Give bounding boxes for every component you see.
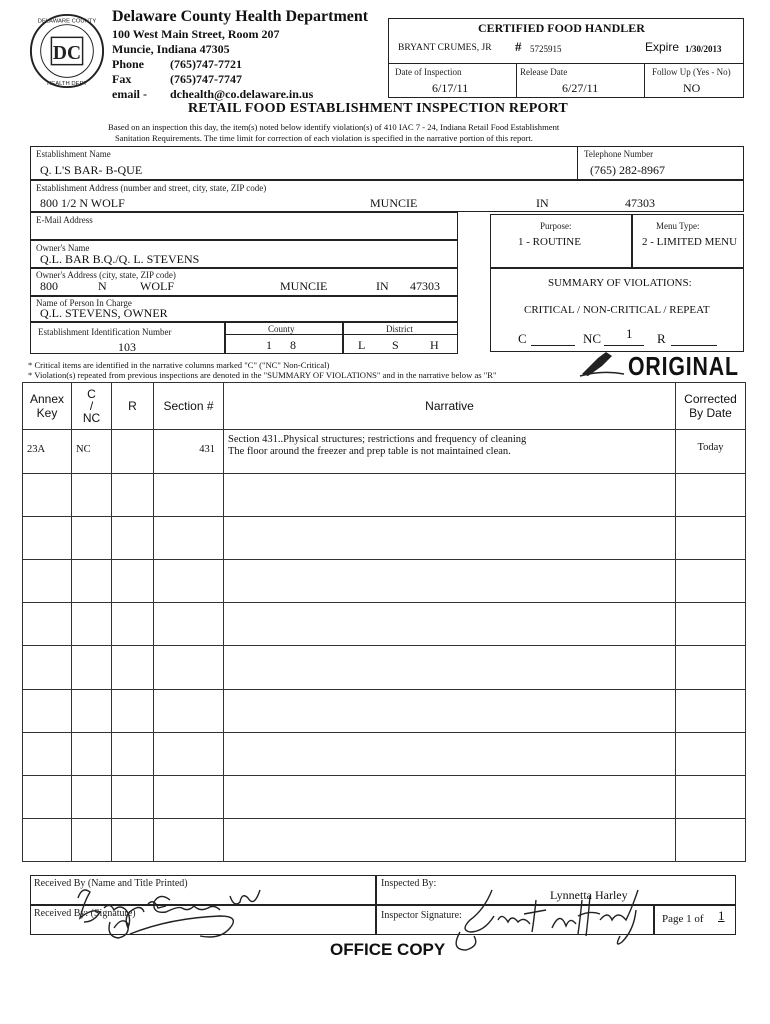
- establishment-phone: (765) 282-8967: [590, 163, 665, 177]
- establishment-address-label: Establishment Address (number and street, city, state, ZIP code): [36, 183, 267, 193]
- report-title: RETAIL FOOD ESTABLISHMENT INSPECTION REPORT: [188, 101, 568, 116]
- establishment-name-label: Establishment Name: [36, 149, 111, 159]
- department-email: dchealth@co.delaware.in.us: [170, 87, 314, 101]
- c-nc-header: C / NC: [72, 383, 112, 430]
- page-total: 1: [718, 908, 725, 923]
- certified-number: 5725915: [530, 44, 562, 54]
- release-date-label: Release Date: [520, 67, 568, 77]
- email-label: email -: [112, 87, 147, 101]
- department-fax: (765)747-7747: [170, 72, 242, 86]
- note-critical: * Critical items are identified in the narrative columns marked "C" ("NC" Non-Critical): [28, 360, 330, 370]
- establishment-name: Q. L'S BAR- B-QUE: [40, 163, 143, 177]
- table-row: [23, 646, 746, 689]
- inspector-name: Lynnetta Harley: [550, 888, 628, 902]
- summary-critical-label: C: [518, 331, 527, 346]
- establishment-state: IN: [536, 196, 549, 210]
- department-name: Delaware County Health Department: [112, 8, 369, 25]
- table-row: [23, 474, 746, 517]
- identification-number: 103: [118, 340, 136, 354]
- owner-address-direction: N: [98, 279, 107, 293]
- county-label: County: [268, 324, 295, 334]
- menu-type-label: Menu Type:: [656, 221, 700, 231]
- annex-key-header: Annex Key: [23, 383, 72, 430]
- svg-text:HEALTH DEPT: HEALTH DEPT: [47, 81, 87, 88]
- svg-text:DC: DC: [52, 42, 82, 64]
- department-address: 100 West Main Street, Room 207: [112, 27, 280, 41]
- owner-address-state: IN: [376, 279, 389, 293]
- table-row: [23, 517, 746, 560]
- inspection-date-label: Date of Inspection: [395, 67, 462, 77]
- received-name-label: Received By (Name and Title Printed): [34, 878, 188, 889]
- menu-type-value: 2 - LIMITED MENU: [642, 236, 738, 248]
- inspector-signature-label: Inspector Signature:: [381, 910, 462, 921]
- department-phone: (765)747-7721: [170, 57, 242, 71]
- note-repeat: * Violation(s) repeated from previous inspections are denoted in the "SUMMARY OF VIOLATIONS" and in the narrative below as "R": [28, 370, 497, 380]
- email-box: [30, 212, 458, 240]
- report-intro-line-1: Based on an inspection this day, the item(s) noted below identify violation(s) of 410 IAC 7 - 24, Indiana Retail Food Establishment: [108, 122, 560, 132]
- c-nc-cell: NC: [72, 430, 112, 474]
- person-in-charge-label: Name of Person In Charge: [36, 298, 132, 308]
- district-label: District: [386, 324, 413, 334]
- inspection-date: 6/17/11: [432, 81, 469, 95]
- department-city: Muncie, Indiana 47305: [112, 42, 230, 56]
- section-cell: 431: [154, 430, 224, 474]
- person-in-charge: Q.L. STEVENS, OWNER: [40, 306, 168, 320]
- purpose-label: Purpose:: [540, 221, 572, 231]
- fax-label: Fax: [112, 72, 132, 86]
- table-row: [23, 689, 746, 732]
- district-s: S: [392, 338, 399, 352]
- summary-noncritical-label: NC: [583, 331, 602, 346]
- pen-signing-icon: [578, 348, 626, 378]
- inspector-handwritten-signature: [440, 880, 650, 960]
- table-row: [23, 603, 746, 646]
- table-row: [23, 430, 746, 474]
- table-row: [23, 818, 746, 861]
- office-copy-label: OFFICE COPY: [330, 940, 446, 959]
- county-digit-2: 8: [290, 338, 296, 352]
- report-intro-line-2: Sanitation Requirements. The time limit for correction of each violation is specified in the narrative portion of this report.: [115, 133, 533, 143]
- summary-noncritical-count: 1: [626, 326, 633, 341]
- owner-address-number: 800: [40, 279, 58, 293]
- certified-title: CERTIFIED FOOD HANDLER: [478, 21, 645, 35]
- original-stamp: ORIGINAL: [628, 351, 739, 381]
- received-signature-label: Received By: (Signature): [34, 908, 136, 919]
- section-header: Section #: [154, 383, 224, 430]
- summary-repeat-label: R: [657, 331, 666, 346]
- establishment-zip: 47303: [625, 196, 655, 210]
- identification-label: Establishment Identification Number: [38, 327, 172, 337]
- expire-label: Expire: [645, 40, 680, 54]
- establishment-email-label: E-Mail Address: [36, 215, 93, 225]
- owner-address-city: MUNCIE: [280, 279, 328, 293]
- repeat-header: R: [112, 383, 154, 430]
- follow-up-value: NO: [683, 81, 701, 95]
- summary-title: SUMMARY OF VIOLATIONS:: [548, 277, 692, 289]
- district-h: H: [430, 338, 439, 352]
- department-header: [112, 8, 368, 102]
- county-digit-1: 1: [266, 338, 272, 352]
- certified-name: BRYANT CRUMES, JR: [398, 43, 492, 53]
- repeat-cell: [112, 430, 154, 474]
- establishment-street: 800 1/2 N WOLF: [40, 196, 125, 210]
- narrative-header: Narrative: [224, 383, 676, 430]
- county-seal-logo: [28, 12, 106, 90]
- table-row: [23, 775, 746, 818]
- corrected-by-cell: Today: [676, 430, 746, 474]
- corrected-by-header: Corrected By Date: [676, 383, 746, 430]
- page-number-label: Page 1 of: [662, 913, 704, 925]
- release-date: 6/27/11: [562, 81, 599, 95]
- table-header-row: [23, 383, 746, 430]
- purpose-value: 1 - ROUTINE: [518, 236, 581, 248]
- inspected-by-label: Inspected By:: [381, 878, 437, 889]
- owner-name: Q.L. BAR B.Q./Q. L. STEVENS: [40, 252, 200, 266]
- svg-text:DELAWARE COUNTY: DELAWARE COUNTY: [37, 18, 97, 25]
- owner-address-zip: 47303: [410, 279, 440, 293]
- annex-key-cell: 23A: [23, 430, 72, 474]
- telephone-label: Telephone Number: [584, 149, 654, 159]
- expire-date: 1/30/2013: [685, 44, 722, 54]
- summary-types: CRITICAL / NON-CRITICAL / REPEAT: [524, 304, 710, 316]
- violations-table: [22, 382, 746, 862]
- phone-label: Phone: [112, 57, 145, 71]
- certified-number-symbol: #: [515, 39, 522, 54]
- table-row: [23, 560, 746, 603]
- owner-address-label: Owner's Address (city, state, ZIP code): [36, 270, 176, 280]
- owner-address-street: WOLF: [140, 279, 174, 293]
- received-by-handwritten-signature: [70, 878, 290, 948]
- narrative-cell: Section 431..Physical structures; restrictions and frequency of cleaning The floor around the freezer and prep table is not maintained clean.: [224, 430, 676, 474]
- follow-up-label: Follow Up (Yes - No): [652, 67, 731, 77]
- establishment-city: MUNCIE: [370, 196, 418, 210]
- owner-label: Owner's Name: [36, 243, 90, 253]
- table-row: [23, 732, 746, 775]
- district-l: L: [358, 338, 366, 352]
